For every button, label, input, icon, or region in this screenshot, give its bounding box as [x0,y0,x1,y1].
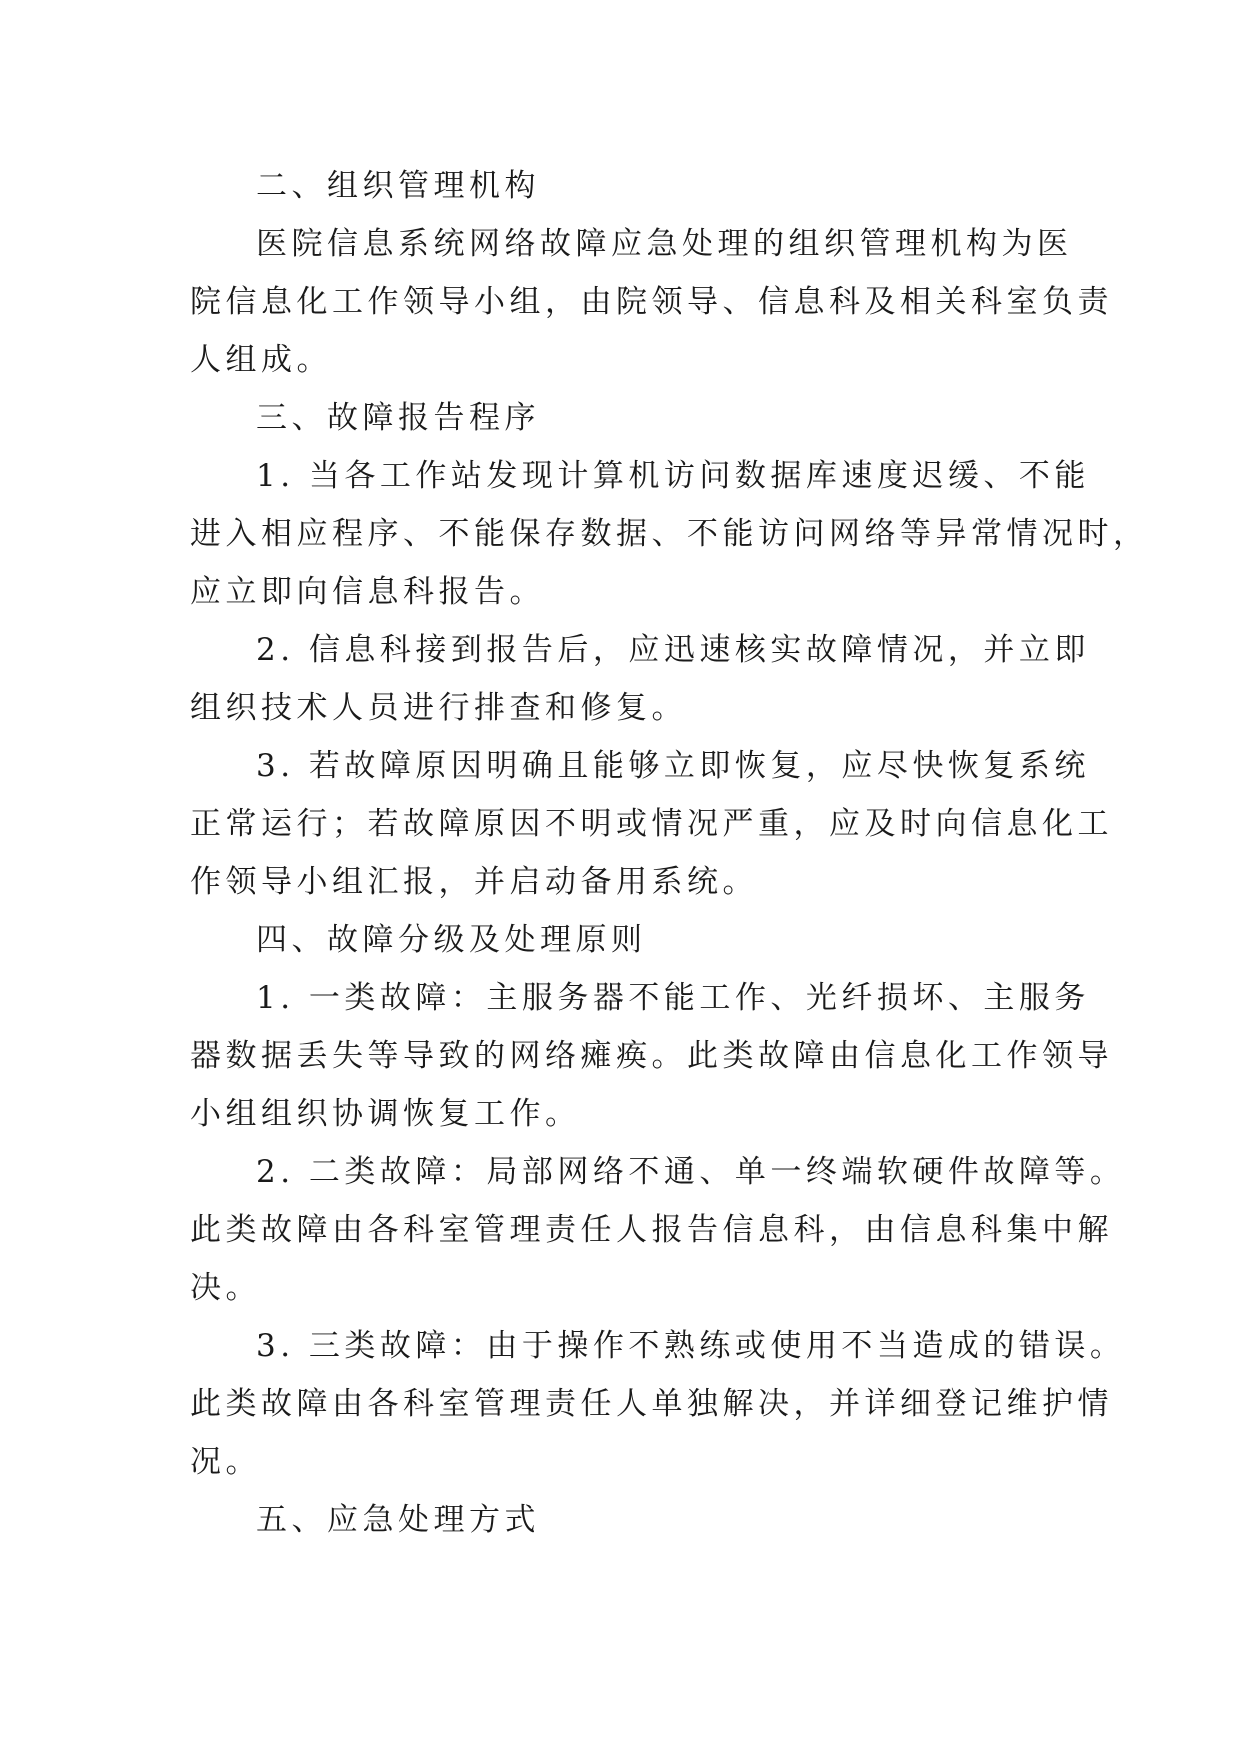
text-line: 此类故障由各科室管理责任人报告信息科，由信息科集中解 [190,1212,1113,1248]
text-line: 1. 一类故障：主服务器不能工作、光纤损坏、主服务 [256,980,1090,1016]
text-line: 2. 二类故障：局部网络不通、单一终端软硬件故障等。 [256,1154,1126,1190]
text-line: 3. 三类故障：由于操作不熟练或使用不当造成的错误。 [256,1328,1126,1364]
document-body [190,157,1149,1549]
text-line: 2. 信息科接到报告后，应迅速核实故障情况，并立即 [256,632,1090,668]
text-line: 组织技术人员进行排查和修复。 [190,690,687,726]
text-line: 正常运行；若故障原因不明或情况严重，应及时向信息化工 [190,806,1113,842]
text-line: 况。 [190,1444,261,1480]
text-line: 此类故障由各科室管理责任人单独解决，并详细登记维护情 [190,1386,1113,1422]
text-line: 人组成。 [190,342,332,378]
text-line: 小组组织协调恢复工作。 [190,1096,581,1132]
text-line: 四、故障分级及处理原则 [256,922,647,958]
text-line: 二、组织管理机构 [256,168,540,204]
text-line: 作领导小组汇报，并启动备用系统。 [190,864,758,900]
text-line: 三、故障报告程序 [256,400,540,436]
text-line: 院信息化工作领导小组，由院领导、信息科及相关科室负责 [190,284,1113,320]
text-line: 1. 当各工作站发现计算机访问数据库速度迟缓、不能 [256,458,1090,494]
text-line: 医院信息系统网络故障应急处理的组织管理机构为医 [256,226,1073,262]
text-line: 3. 若故障原因明确且能够立即恢复，应尽快恢复系统 [256,748,1090,784]
text-line: 应立即向信息科报告。 [190,574,545,610]
text-line: 进入相应程序、不能保存数据、不能访问网络等异常情况时， [190,516,1149,552]
text-line: 决。 [190,1270,261,1306]
text-line: 五、应急处理方式 [256,1502,540,1538]
text-line: 器数据丢失等导致的网络瘫痪。此类故障由信息化工作领导 [190,1038,1113,1074]
